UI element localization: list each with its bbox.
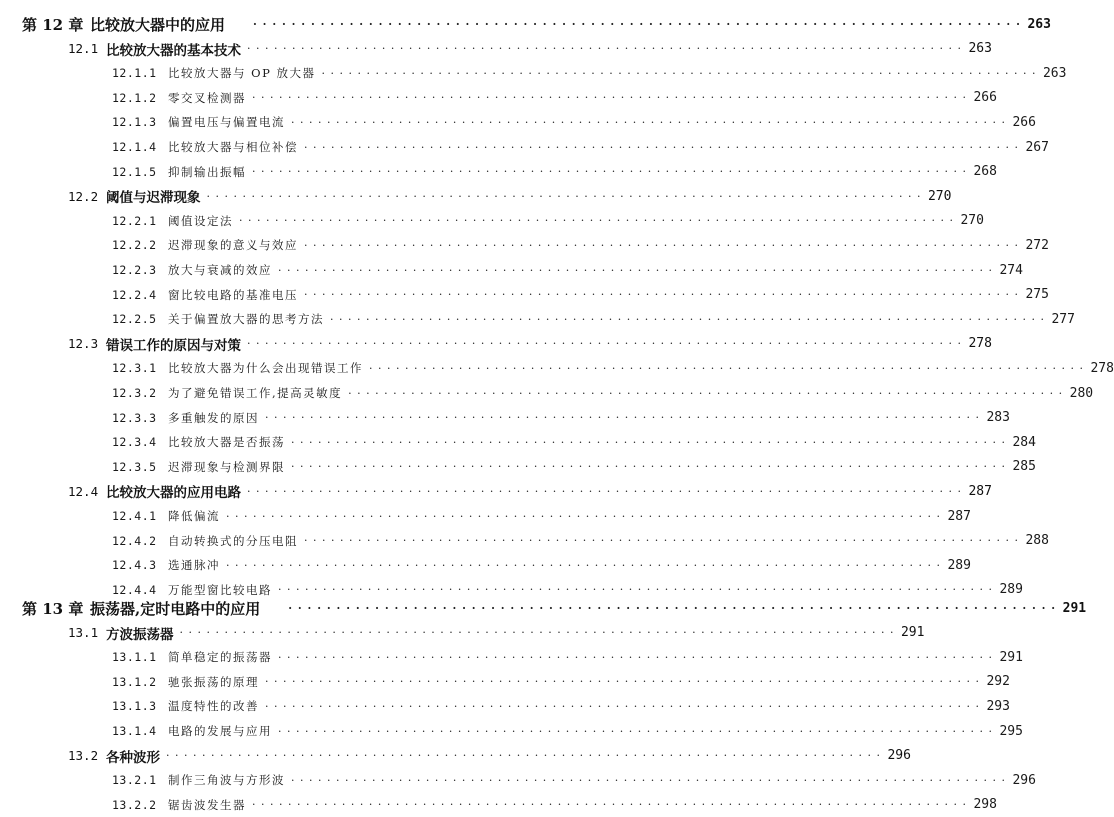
section-entry-number: 12.4 xyxy=(68,483,99,499)
section-entry-page: 278 xyxy=(968,336,992,352)
subsection-entry-page: 270 xyxy=(960,213,984,229)
subsection-entry-title: 阈值设定法 xyxy=(168,213,233,228)
dot-leader: · · · · · · · · · · · · · · · · · · · · · · · · · · · · · · · · · · · · · · · · · · · · · · · · · · · · · · · · · · · · · · · · · · · · · · · · · · · · · · · · xyxy=(304,140,1019,154)
subsection-entry-number: 12.4.2 xyxy=(112,533,157,548)
subsection-entry-title: 关于偏置放大器的思考方法 xyxy=(168,312,324,327)
dot-leader: · · · · · · · · · · · · · · · · · · · · · · · · · · · · · · · · · · · · · · · · · · · · · · · · · · · · · · · · · · · · · · · · · · · · · · · · · · · · · · · · xyxy=(288,601,1057,615)
subsection-entry-page: 295 xyxy=(999,723,1023,739)
subsection-entry-number: 13.2.2 xyxy=(112,797,157,812)
section-entry-title: 各种波形 xyxy=(106,749,160,766)
dot-leader: · · · · · · · · · · · · · · · · · · · · · · · · · · · · · · · · · · · · · · · · · · · · · · · · · · · · · · · · · · · · · · · · · · · · · · · · · · · · · · · · xyxy=(304,238,1019,252)
subsection-entry-number: 12.3.5 xyxy=(112,459,157,474)
subsection-entry[interactable] xyxy=(0,455,1036,479)
dot-leader: · · · · · · · · · · · · · · · · · · · · · · · · · · · · · · · · · · · · · · · · · · · · · · · · · · · · · · · · · · · · · · · · · · · · · · · · · · · · · · · · xyxy=(304,534,1019,548)
subsection-entry[interactable] xyxy=(0,670,1010,694)
subsection-entry[interactable] xyxy=(0,793,997,817)
subsection-entry-number: 13.2.1 xyxy=(112,773,157,788)
subsection-entry[interactable] xyxy=(0,694,1010,718)
dot-leader: · · · · · · · · · · · · · · · · · · · · · · · · · · · · · · · · · · · · · · · · · · · · · · · · · · · · · · · · · · · · · · · · · · · · · · · · · · · · · · · · xyxy=(291,115,1006,129)
dot-leader: · · · · · · · · · · · · · · · · · · · · · · · · · · · · · · · · · · · · · · · · · · · · · · · · · · · · · · · · · · · · · · · · · · · · · · · · · · · · · · · · xyxy=(252,165,967,179)
subsection-entry[interactable] xyxy=(0,381,1094,405)
subsection-entry-title: 比较放大器为什么会出现错误工作 xyxy=(168,361,363,376)
subsection-entry-number: 13.1.2 xyxy=(112,674,157,689)
section-entry-title: 比较放大器的基本技术 xyxy=(106,42,241,59)
dot-leader: · · · · · · · · · · · · · · · · · · · · · · · · · · · · · · · · · · · · · · · · · · · · · · · · · · · · · · · · · · · · · · · · · · · · · · · · · · · · · · · · xyxy=(226,558,941,572)
dot-leader: · · · · · · · · · · · · · · · · · · · · · · · · · · · · · · · · · · · · · · · · · · · · · · · · · · · · · · · · · · · · · · · · · · · · · · · · · · · · · · · · xyxy=(265,675,980,689)
subsection-entry-page: 287 xyxy=(947,508,971,524)
subsection-entry-page: 280 xyxy=(1069,385,1094,401)
subsection-entry-title: 迟滞现象与检测界限 xyxy=(168,459,285,474)
dot-leader: · · · · · · · · · · · · · · · · · · · · · · · · · · · · · · · · · · · · · · · · · · · · · · · · · · · · · · · · · · · · · · · · · · · · · · · · · · · · · · · · xyxy=(252,798,967,812)
subsection-entry-number: 12.2.4 xyxy=(112,287,157,302)
dot-leader: · · · · · · · · · · · · · · · · · · · · · · · · · · · · · · · · · · · · · · · · · · · · · · · · · · · · · · · · · · · · · · · · · · · · · · · · · · · · · · · · xyxy=(252,91,967,105)
subsection-entry[interactable] xyxy=(0,504,971,528)
dot-leader: · · · · · · · · · · · · · · · · · · · · · · · · · · · · · · · · · · · · · · · · · · · · · · · · · · · · · · · · · · · · · · · · · · · · · · · · · · · · · · · · xyxy=(321,66,1037,80)
subsection-entry-page: 268 xyxy=(973,164,997,180)
subsection-entry-number: 12.3.4 xyxy=(112,435,157,450)
subsection-entry[interactable] xyxy=(0,160,997,184)
subsection-entry[interactable] xyxy=(0,110,1036,134)
subsection-entry-page: 296 xyxy=(1012,772,1036,788)
dot-leader: · · · · · · · · · · · · · · · · · · · · · · · · · · · · · · · · · · · · · · · · · · · · · · · · · · · · · · · · · · · · · · · · · · · · · · · · · · · · · · · · xyxy=(253,17,1021,31)
subsection-entry-title: 为了避免错误工作,提高灵敏度 xyxy=(168,386,343,400)
subsection-entry[interactable] xyxy=(0,768,1036,792)
subsection-entry-number: 12.4.3 xyxy=(112,558,157,573)
subsection-entry-page: 291 xyxy=(999,649,1023,665)
section-entry-number: 12.2 xyxy=(68,188,99,204)
section-entry-page: 291 xyxy=(900,625,925,641)
subsection-entry-title: 降低偏流 xyxy=(168,509,220,523)
subsection-entry-title: 万能型窗比较电路 xyxy=(168,582,272,597)
subsection-entry-title: 放大与衰减的效应 xyxy=(168,263,272,277)
chapter-entry-title: 振荡器,定时电路中的应用 xyxy=(90,599,261,618)
section-entry-number: 13.1 xyxy=(68,625,99,641)
section-entry[interactable] xyxy=(0,37,992,61)
subsection-entry-title: 抑制输出振幅 xyxy=(168,164,246,179)
subsection-entry-number: 12.3.3 xyxy=(112,410,157,425)
subsection-entry-page: 289 xyxy=(947,557,971,573)
subsection-entry[interactable] xyxy=(0,209,984,233)
subsection-entry[interactable] xyxy=(0,529,1049,553)
subsection-entry-page: 263 xyxy=(1042,65,1067,81)
subsection-entry-title: 自动转换式的分压电阻 xyxy=(168,533,298,548)
subsection-entry-title: 窗比较电路的基准电压 xyxy=(168,287,298,302)
dot-leader: · · · · · · · · · · · · · · · · · · · · · · · · · · · · · · · · · · · · · · · · · · · · · · · · · · · · · · · · · · · · · · · · · · · · · · · · · · · · · · · · xyxy=(226,509,941,523)
chapter-entry-title: 比较放大器中的应用 xyxy=(90,15,226,34)
dot-leader: · · · · · · · · · · · · · · · · · · · · · · · · · · · · · · · · · · · · · · · · · · · · · · · · · · · · · · · · · · · · · · · · · · · · · · · · · · · · · · · · xyxy=(206,189,922,203)
chapter-entry[interactable] xyxy=(0,596,1087,620)
section-entry[interactable] xyxy=(0,332,992,356)
section-entry-title: 错误工作的原因与对策 xyxy=(106,337,241,354)
subsection-entry-number: 13.1.3 xyxy=(112,699,157,714)
dot-leader: · · · · · · · · · · · · · · · · · · · · · · · · · · · · · · · · · · · · · · · · · · · · · · · · · · · · · · · · · · · · · · · · · · · · · · · · · · · · · · · · xyxy=(278,583,993,597)
dot-leader: · · · · · · · · · · · · · · · · · · · · · · · · · · · · · · · · · · · · · · · · · · · · · · · · · · · · · · · · · · · · · · · · · · · · · · · · · · · · · · · · xyxy=(291,435,1006,449)
subsection-entry-number: 12.2.3 xyxy=(112,263,157,277)
subsection-entry-page: 272 xyxy=(1025,237,1049,253)
subsection-entry-number: 12.3.1 xyxy=(112,361,157,376)
subsection-entry-number: 12.1.3 xyxy=(112,115,157,130)
subsection-entry-number: 12.1.2 xyxy=(112,90,157,105)
subsection-entry-title: 比较放大器是否振荡 xyxy=(168,435,285,450)
dot-leader: · · · · · · · · · · · · · · · · · · · · · · · · · · · · · · · · · · · · · · · · · · · · · · · · · · · · · · · · · · · · · · · · · · · · · · · · · · · · · · · · xyxy=(291,460,1006,474)
dot-leader: · · · · · · · · · · · · · · · · · · · · · · · · · · · · · · · · · · · · · · · · · · · · · · · · · · · · · · · · · · · · · · · · · · · · · · · · · · · · · · · · xyxy=(348,386,1064,400)
section-entry[interactable] xyxy=(0,184,952,208)
subsection-entry-title: 温度特性的改善 xyxy=(168,699,259,714)
subsection-entry-page: 277 xyxy=(1051,311,1075,327)
subsection-entry-page: 298 xyxy=(973,797,997,813)
subsection-entry-title: 锯齿波发生器 xyxy=(168,797,246,812)
dot-leader: · · · · · · · · · · · · · · · · · · · · · · · · · · · · · · · · · · · · · · · · · · · · · · · · · · · · · · · · · · · · · · · · · · · · · · · · · · · · · · · · xyxy=(278,724,993,738)
subsection-entry[interactable] xyxy=(0,86,997,110)
subsection-entry-number: 13.1.4 xyxy=(112,724,157,738)
dot-leader: · · · · · · · · · · · · · · · · · · · · · · · · · · · · · · · · · · · · · · · · · · · · · · · · · · · · · · · · · · · · · · · · · · · · · · · · · · · · · · · · xyxy=(239,214,954,228)
subsection-entry[interactable] xyxy=(0,719,1023,743)
section-entry-number: 13.2 xyxy=(68,748,99,764)
subsection-entry-number: 12.2.2 xyxy=(112,238,157,253)
subsection-entry-title: 简单稳定的振荡器 xyxy=(168,650,272,665)
dot-leader: · · · · · · · · · · · · · · · · · · · · · · · · · · · · · · · · · · · · · · · · · · · · · · · · · · · · · · · · · · · · · · · · · · · · · · · · · · · · · · · · xyxy=(330,312,1045,326)
subsection-entry[interactable] xyxy=(0,283,1049,307)
subsection-entry-page: 278 xyxy=(1090,360,1114,376)
section-entry-title: 比较放大器的应用电路 xyxy=(106,485,241,502)
subsection-entry-number: 12.2.5 xyxy=(112,312,157,327)
subsection-entry[interactable] xyxy=(0,135,1049,159)
dot-leader: · · · · · · · · · · · · · · · · · · · · · · · · · · · · · · · · · · · · · · · · · · · · · · · · · · · · · · · · · · · · · · · · · · · · · · · · · · · · · · · · xyxy=(265,699,980,713)
dot-leader: · · · · · · · · · · · · · · · · · · · · · · · · · · · · · · · · · · · · · · · · · · · · · · · · · · · · · · · · · · · · · · · · · · · · · · · · · · · · · · · · xyxy=(247,337,962,351)
dot-leader: · · · · · · · · · · · · · · · · · · · · · · · · · · · · · · · · · · · · · · · · · · · · · · · · · · · · · · · · · · · · · · · · · · · · · · · · · · · · · · · · xyxy=(278,650,993,664)
section-entry-page: 263 xyxy=(968,41,992,57)
subsection-entry[interactable] xyxy=(0,406,1010,430)
dot-leader: · · · · · · · · · · · · · · · · · · · · · · · · · · · · · · · · · · · · · · · · · · · · · · · · · · · · · · · · · · · · · · · · · · · · · · · · · · · · · · · · xyxy=(304,288,1019,302)
subsection-entry-number: 12.4.1 xyxy=(112,509,157,523)
subsection-entry-page: 284 xyxy=(1012,434,1036,450)
subsection-entry-page: 285 xyxy=(1012,459,1036,475)
subsection-entry-page: 293 xyxy=(986,698,1010,714)
subsection-entry[interactable] xyxy=(0,356,1114,380)
section-entry-page: 270 xyxy=(927,188,952,204)
subsection-entry-page: 275 xyxy=(1025,287,1049,303)
subsection-entry[interactable] xyxy=(0,430,1036,454)
subsection-entry-page: 266 xyxy=(1012,114,1036,130)
dot-leader: · · · · · · · · · · · · · · · · · · · · · · · · · · · · · · · · · · · · · · · · · · · · · · · · · · · · · · · · · · · · · · · · · · · · · · · · · · · · · · · · xyxy=(291,773,1006,787)
subsection-entry-page: 266 xyxy=(973,90,997,106)
subsection-entry[interactable] xyxy=(0,645,1023,669)
section-entry-title: 阈值与迟滞现象 xyxy=(106,190,201,207)
subsection-entry-number: 12.1.5 xyxy=(112,164,157,179)
dot-leader: · · · · · · · · · · · · · · · · · · · · · · · · · · · · · · · · · · · · · · · · · · · · · · · · · · · · · · · · · · · · · · · · · · · · · · · · · · · · · · · · xyxy=(278,263,993,277)
subsection-entry[interactable] xyxy=(0,258,1023,282)
subsection-entry-number: 12.4.4 xyxy=(112,582,157,597)
subsection-entry-title: 比较放大器与相位补偿 xyxy=(168,140,298,154)
section-entry-number: 12.3 xyxy=(68,336,99,352)
dot-leader: · · · · · · · · · · · · · · · · · · · · · · · · · · · · · · · · · · · · · · · · · · · · · · · · · · · · · · · · · · · · · · · · · · · · · · · · · · · · · · · · xyxy=(179,626,895,640)
section-entry[interactable] xyxy=(0,744,911,768)
subsection-entry-page: 292 xyxy=(986,674,1010,690)
subsection-entry-title: 零交叉检测器 xyxy=(168,90,246,105)
subsection-entry-page: 283 xyxy=(986,410,1010,426)
section-entry-page: 287 xyxy=(968,483,992,499)
subsection-entry-title: 偏置电压与偏置电流 xyxy=(168,115,285,130)
subsection-entry-number: 12.1.4 xyxy=(112,140,157,154)
section-entry-title: 方波振荡器 xyxy=(106,626,174,643)
dot-leader: · · · · · · · · · · · · · · · · · · · · · · · · · · · · · · · · · · · · · · · · · · · · · · · · · · · · · · · · · · · · · · · · · · · · · · · · · · · · · · · · xyxy=(265,411,980,425)
chapter-entry[interactable] xyxy=(0,12,1051,36)
subsection-entry-title: 驰张振荡的原理 xyxy=(168,674,259,689)
subsection-entry-title: 选通脉冲 xyxy=(168,558,220,573)
subsection-entry-page: 289 xyxy=(999,582,1023,598)
subsection-entry-number: 13.1.1 xyxy=(112,650,157,665)
section-entry[interactable] xyxy=(0,479,992,503)
subsection-entry-number: 12.2.1 xyxy=(112,213,157,228)
subsection-entry-title: 多重触发的原因 xyxy=(168,410,259,425)
section-entry-page: 296 xyxy=(887,748,911,764)
subsection-entry-page: 274 xyxy=(999,262,1023,278)
subsection-entry-number: 12.3.2 xyxy=(112,386,157,400)
chapter-entry-page: 263 xyxy=(1027,16,1051,32)
chapter-entry-number: 第 13 章 xyxy=(22,599,84,618)
section-entry-number: 12.1 xyxy=(68,41,99,57)
subsection-entry[interactable] xyxy=(0,61,1067,85)
chapter-entry-number: 第 12 章 xyxy=(22,15,84,34)
dot-leader: · · · · · · · · · · · · · · · · · · · · · · · · · · · · · · · · · · · · · · · · · · · · · · · · · · · · · · · · · · · · · · · · · · · · · · · · · · · · · · · · xyxy=(166,749,881,763)
subsection-entry[interactable] xyxy=(0,307,1075,331)
subsection-entry-title: 制作三角波与方形波 xyxy=(168,773,285,788)
dot-leader: · · · · · · · · · · · · · · · · · · · · · · · · · · · · · · · · · · · · · · · · · · · · · · · · · · · · · · · · · · · · · · · · · · · · · · · · · · · · · · · · xyxy=(247,484,962,498)
section-entry[interactable] xyxy=(0,621,925,645)
chapter-entry-page: 291 xyxy=(1062,600,1087,616)
subsection-entry[interactable] xyxy=(0,553,971,577)
subsection-entry[interactable] xyxy=(0,233,1049,257)
subsection-entry-title: 比较放大器与 OP 放大器 xyxy=(168,66,316,81)
dot-leader: · · · · · · · · · · · · · · · · · · · · · · · · · · · · · · · · · · · · · · · · · · · · · · · · · · · · · · · · · · · · · · · · · · · · · · · · · · · · · · · · xyxy=(247,42,962,56)
subsection-entry-number: 12.1.1 xyxy=(112,66,157,81)
dot-leader: · · · · · · · · · · · · · · · · · · · · · · · · · · · · · · · · · · · · · · · · · · · · · · · · · · · · · · · · · · · · · · · · · · · · · · · · · · · · · · · · xyxy=(369,361,1084,375)
subsection-entry-title: 电路的发展与应用 xyxy=(168,724,272,738)
subsection-entry-page: 267 xyxy=(1025,139,1049,155)
subsection-entry-title: 迟滞现象的意义与效应 xyxy=(168,238,298,253)
subsection-entry-page: 288 xyxy=(1025,533,1049,549)
